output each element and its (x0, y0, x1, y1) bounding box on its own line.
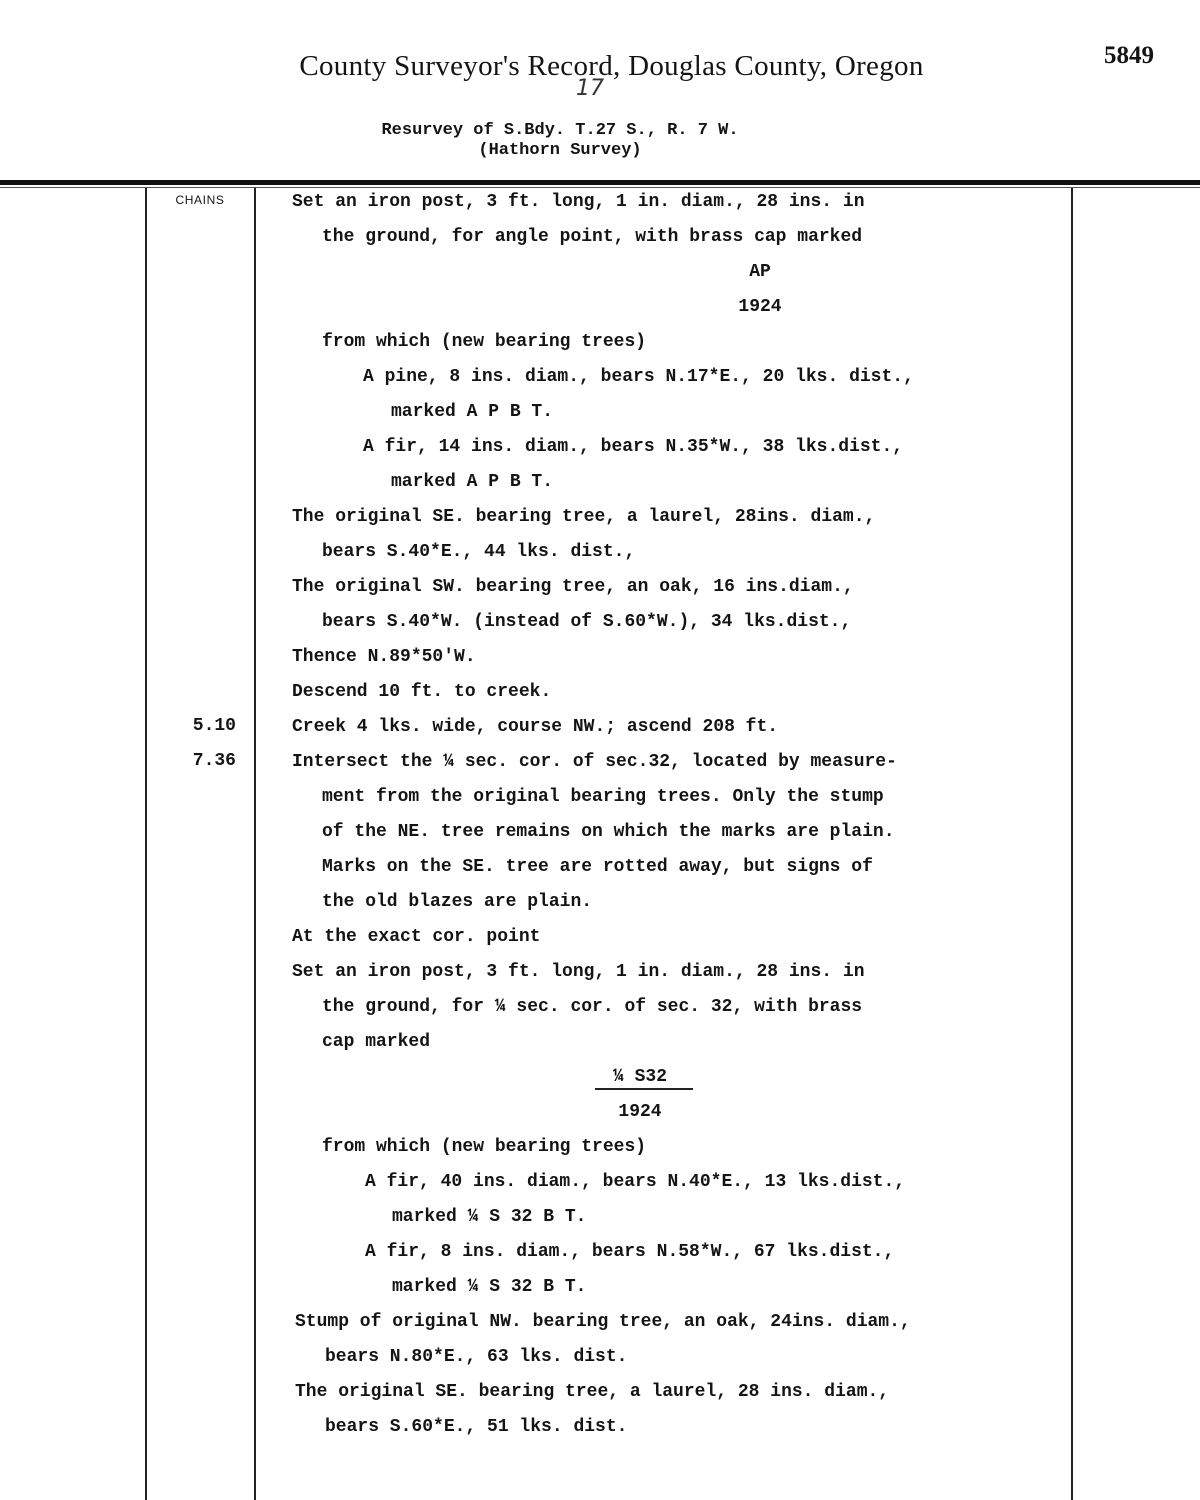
brass-cap-marking: ¼ S32 (612, 1067, 667, 1087)
left-column-border (145, 188, 147, 1500)
note-line: Stump of original NW. bearing tree, an oak, 24ins. diam., (295, 1312, 911, 1332)
chains-column-border (254, 188, 256, 1500)
subtitle-line-survey-name: (Hathorn Survey) (478, 141, 642, 160)
chain-value: 7.36 (192, 751, 236, 771)
note-line: Thence N.89*50'W. (292, 647, 476, 667)
note-line: Marks on the SE. tree are rotted away, but signs of (322, 857, 873, 877)
header-rule (0, 180, 1200, 185)
chain-value: 5.10 (192, 716, 236, 736)
note-line: bears S.40*W. (instead of S.60*W.), 34 lks.dist., (322, 612, 852, 632)
note-line: marked ¼ S 32 B T. (392, 1277, 587, 1297)
right-column-border (1071, 188, 1073, 1500)
note-line: Set an iron post, 3 ft. long, 1 in. diam., 28 ins. in (292, 192, 865, 212)
note-line: Descend 10 ft. to creek. (292, 682, 552, 702)
marking-underline (595, 1088, 693, 1090)
note-line: the ground, for ¼ sec. cor. of sec. 32, with brass (322, 997, 863, 1017)
handwritten-note: 17 (576, 76, 604, 101)
note-line: ment from the original bearing trees. Only the stump (322, 787, 884, 807)
subtitle-line-survey: Resurvey of S.Bdy. T.27 S., R. 7 W. (381, 121, 739, 140)
note-line: marked ¼ S 32 B T. (392, 1207, 587, 1227)
note-line: the old blazes are plain. (322, 892, 593, 912)
page-number: 5849 (1104, 42, 1154, 69)
note-line: the ground, for angle point, with brass cap marked (322, 227, 863, 247)
note-line: of the NE. tree remains on which the marks are plain. (322, 822, 895, 842)
note-line: A fir, 14 ins. diam., bears N.35*W., 38 lks.dist., (363, 437, 904, 457)
note-line: The original SE. bearing tree, a laurel, 28 ins. diam., (295, 1382, 890, 1402)
note-line: A fir, 8 ins. diam., bears N.58*W., 67 lks.dist., (365, 1242, 895, 1262)
note-line: cap marked (322, 1032, 431, 1052)
note-line: Set an iron post, 3 ft. long, 1 in. diam., 28 ins. in (292, 962, 865, 982)
brass-cap-marking: AP (749, 262, 771, 282)
note-line: from which (new bearing trees) (322, 332, 647, 352)
record-subtitle (0, 121, 1120, 161)
note-line: bears N.80*E., 63 lks. dist. (325, 1347, 628, 1367)
note-line: bears S.40*E., 44 lks. dist., (322, 542, 636, 562)
note-line: The original SW. bearing tree, an oak, 16 ins.diam., (292, 577, 854, 597)
note-line: The original SE. bearing tree, a laurel, 28ins. diam., (292, 507, 876, 527)
brass-cap-year: 1924 (618, 1102, 662, 1122)
header-rule-thin (0, 187, 1200, 188)
note-line: bears S.60*E., 51 lks. dist. (325, 1417, 628, 1437)
page-title: County Surveyor's Record, Douglas County, Oregon (299, 50, 924, 82)
note-line: Intersect the ¼ sec. cor. of sec.32, located by measure- (292, 752, 897, 772)
chains-column-header: CHAINS (175, 193, 225, 207)
brass-cap-year: 1924 (738, 297, 782, 317)
note-line: Creek 4 lks. wide, course NW.; ascend 208 ft. (292, 717, 779, 737)
note-line: At the exact cor. point (292, 927, 541, 947)
note-line: A pine, 8 ins. diam., bears N.17*E., 20 lks. dist., (363, 367, 914, 387)
note-line: marked A P B T. (391, 472, 554, 492)
note-line: A fir, 40 ins. diam., bears N.40*E., 13 lks.dist., (365, 1172, 906, 1192)
note-line: from which (new bearing trees) (322, 1137, 647, 1157)
note-line: marked A P B T. (391, 402, 554, 422)
